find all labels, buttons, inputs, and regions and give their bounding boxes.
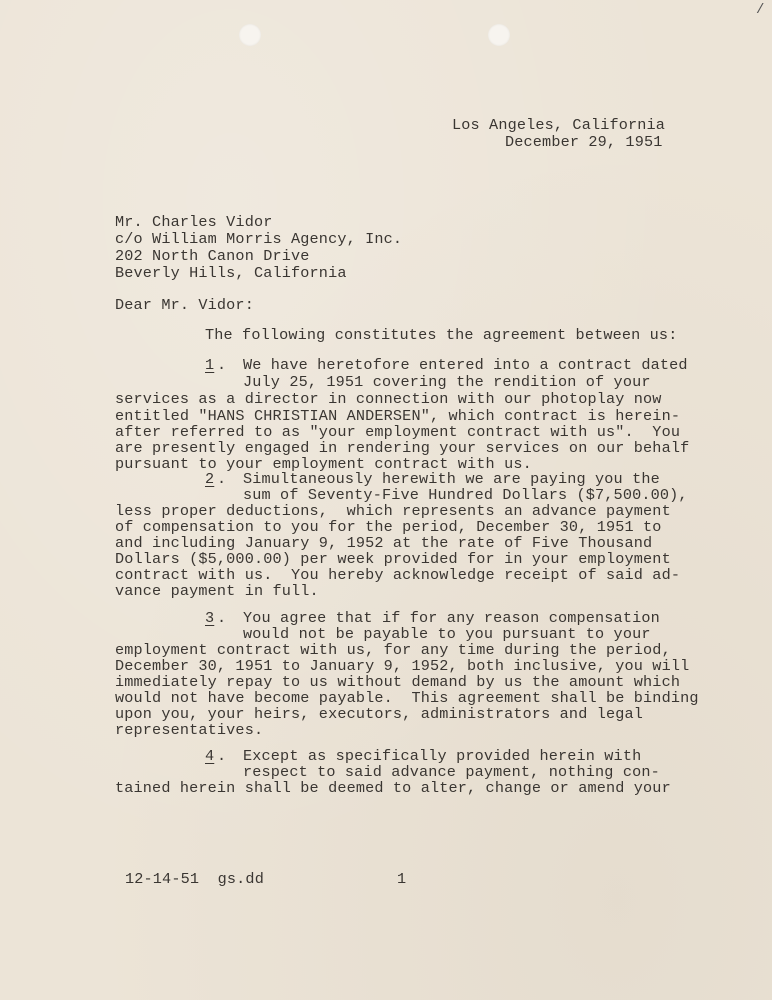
header-city: Los Angeles, California: [452, 116, 666, 134]
paragraph-line: are presently engaged in rendering your services on our behalf: [115, 439, 690, 457]
paragraph-line: tained herein shall be deemed to alter, change or amend your: [115, 779, 671, 797]
paragraph-line: pursuant to your employment contract with us.: [115, 455, 532, 473]
paragraph-line: would not be payable to you pursuant to your: [243, 625, 651, 643]
number-text: 3: [205, 609, 215, 627]
page-mark: /: [756, 2, 765, 18]
footer-reference: 12-14-51 gs.dd: [125, 870, 264, 888]
paragraph-line: July 25, 1951 covering the rendition of your: [243, 373, 651, 391]
paragraph-line: employment contract with us, for any time during the period,: [115, 641, 671, 659]
punch-hole: [488, 24, 510, 46]
paragraph-line: of compensation to you for the period, December 30, 1951 to: [115, 518, 662, 536]
paragraph-line: representatives.: [115, 721, 264, 739]
intro-line: The following constitutes the agreement between us:: [205, 326, 678, 344]
paragraph-line: sum of Seventy-Five Hundred Dollars ($7,500.00),: [243, 486, 688, 504]
paragraph-number-dot: .: [217, 609, 227, 627]
paragraph-line: upon you, your heirs, executors, administrators and legal: [115, 705, 644, 723]
number-text: 2: [205, 470, 215, 488]
paragraph-line: Except as specifically provided herein with: [243, 747, 642, 765]
address-line: 202 North Canon Drive: [115, 247, 310, 265]
paragraph-4-number: [205, 747, 214, 766]
salutation: Dear Mr. Vidor:: [115, 296, 254, 314]
paragraph-number-dot: .: [217, 470, 227, 488]
paragraph-line: services as a director in connection with our photoplay now: [115, 390, 662, 408]
paragraph-1-number: [205, 356, 214, 375]
paragraph-line: You agree that if for any reason compensation: [243, 609, 660, 627]
paragraph-line: and including January 9, 1952 at the rate of Five Thousand: [115, 534, 653, 552]
paragraph-line: less proper deductions, which represents an advance payment: [115, 502, 671, 520]
paragraph-line: would not have become payable. This agreement shall be binding: [115, 689, 699, 707]
paragraph-line: We have heretofore entered into a contract dated: [243, 356, 688, 374]
header-date: December 29, 1951: [505, 133, 663, 151]
paragraph-line: after referred to as "your employment contract with us". You: [115, 423, 681, 441]
paragraph-number-dot: .: [217, 747, 227, 765]
punch-hole: [239, 24, 261, 46]
number-text: 4: [205, 747, 215, 765]
address-line: Beverly Hills, California: [115, 264, 347, 282]
paragraph-number-dot: .: [217, 356, 227, 374]
number-text: 1: [205, 356, 215, 374]
paragraph-line: vance payment in full.: [115, 582, 319, 600]
paragraph-line: Simultaneously herewith we are paying you the: [243, 470, 660, 488]
paragraph-line: respect to said advance payment, nothing con-: [243, 763, 660, 781]
address-line: Mr. Charles Vidor: [115, 213, 273, 231]
paragraph-line: entitled "HANS CHRISTIAN ANDERSEN", which contract is herein-: [115, 407, 681, 425]
paragraph-2-number: [205, 470, 214, 489]
paragraph-3-number: [205, 609, 214, 628]
page-number: 1: [397, 870, 407, 888]
paragraph-line: Dollars ($5,000.00) per week provided for in your employment: [115, 550, 671, 568]
paragraph-line: immediately repay to us without demand by us the amount which: [115, 673, 681, 691]
address-line: c/o William Morris Agency, Inc.: [115, 230, 403, 248]
paragraph-line: contract with us. You hereby acknowledge receipt of said ad-: [115, 566, 681, 584]
paragraph-line: December 30, 1951 to January 9, 1952, both inclusive, you will: [115, 657, 690, 675]
